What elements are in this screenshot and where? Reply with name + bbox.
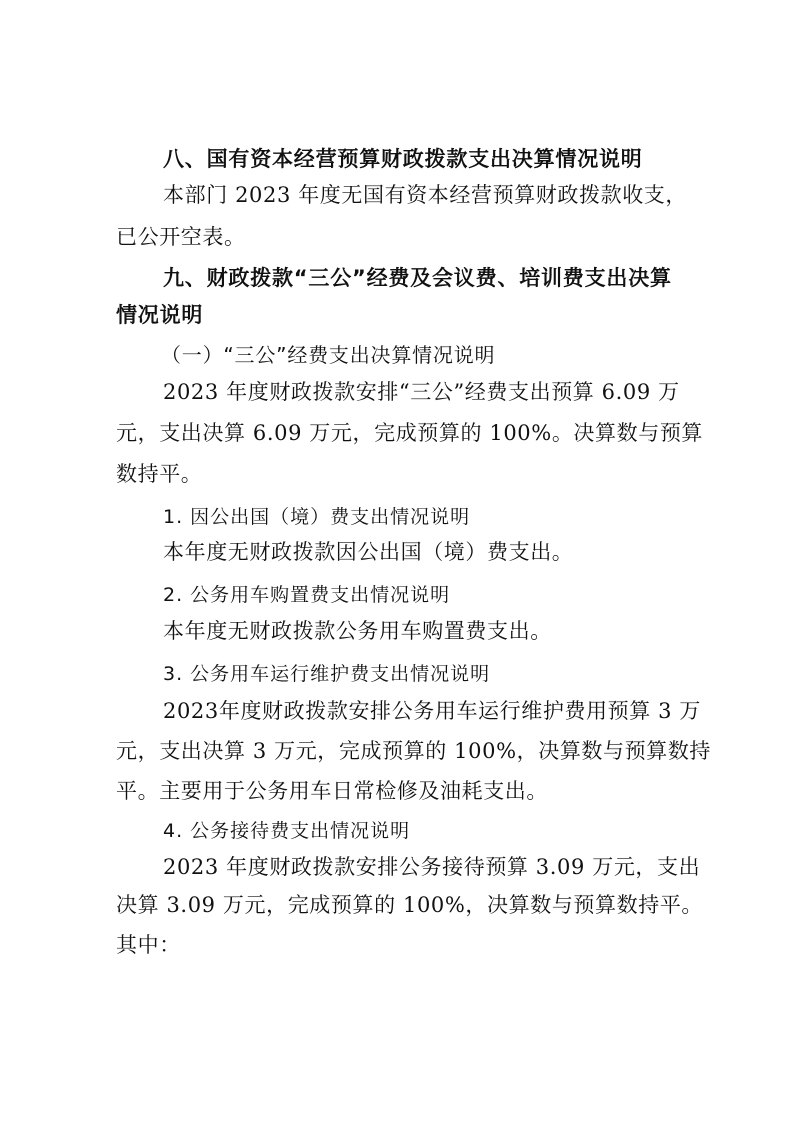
item-3-line-3: 平。主要用于公务用车日常检修及油耗支出。 xyxy=(116,779,548,803)
item-2-title: 2. 公务用车购置费支出情况说明 xyxy=(163,584,451,606)
item-3-line-2: 元，支出决算 3 万元，完成预算的 100%，决算数与预算数持 xyxy=(116,739,712,763)
item-1-text: 本年度无财政拨款因公出国（境）费支出。 xyxy=(163,540,574,564)
item-2-text: 本年度无财政拨款公务用车购置费支出。 xyxy=(163,619,552,643)
item-4-title: 4. 公务接待费支出情况说明 xyxy=(163,820,411,842)
item-4-line-1: 2023 年度财政拨款安排公务接待预算 3.09 万元，支出 xyxy=(163,855,701,879)
item-3-line-1: 2023年度财政拨款安排公务用车运行维护费用预算 3 万 xyxy=(163,699,701,723)
subsection-1-line-2: 元，支出决算 6.09 万元，完成预算的 100%。决算数与预算 xyxy=(116,421,704,445)
subsection-1-line-1: 2023 年度财政拨款安排“三公”经费支出预算 6.09 万 xyxy=(163,380,680,404)
item-1-title: 1. 因公出国（境）费支出情况说明 xyxy=(163,506,471,528)
section-8-paragraph-line-2: 已公开空表。 xyxy=(116,225,246,249)
subsection-1-title: （一）“三公”经费支出决算情况说明 xyxy=(161,343,496,367)
item-4-line-3: 其中： xyxy=(116,933,181,957)
section-9-heading-line-1: 九、财政拨款“三公”经费及会议费、培训费支出决算 xyxy=(163,266,672,290)
subsection-1-line-3: 数持平。 xyxy=(116,462,203,486)
section-8-heading: 八、国有资本经营预算财政拨款支出决算情况说明 xyxy=(163,147,643,171)
item-4-line-2: 决算 3.09 万元，完成预算的 100%，决算数与预算数持平。 xyxy=(116,893,704,917)
section-9-heading-line-2: 情况说明 xyxy=(116,303,204,327)
section-8-paragraph-line-1: 本部门 2023 年度无国有资本经营预算财政拨款收支， xyxy=(163,183,687,207)
item-3-title: 3. 公务用车运行维护费支出情况说明 xyxy=(163,663,491,685)
